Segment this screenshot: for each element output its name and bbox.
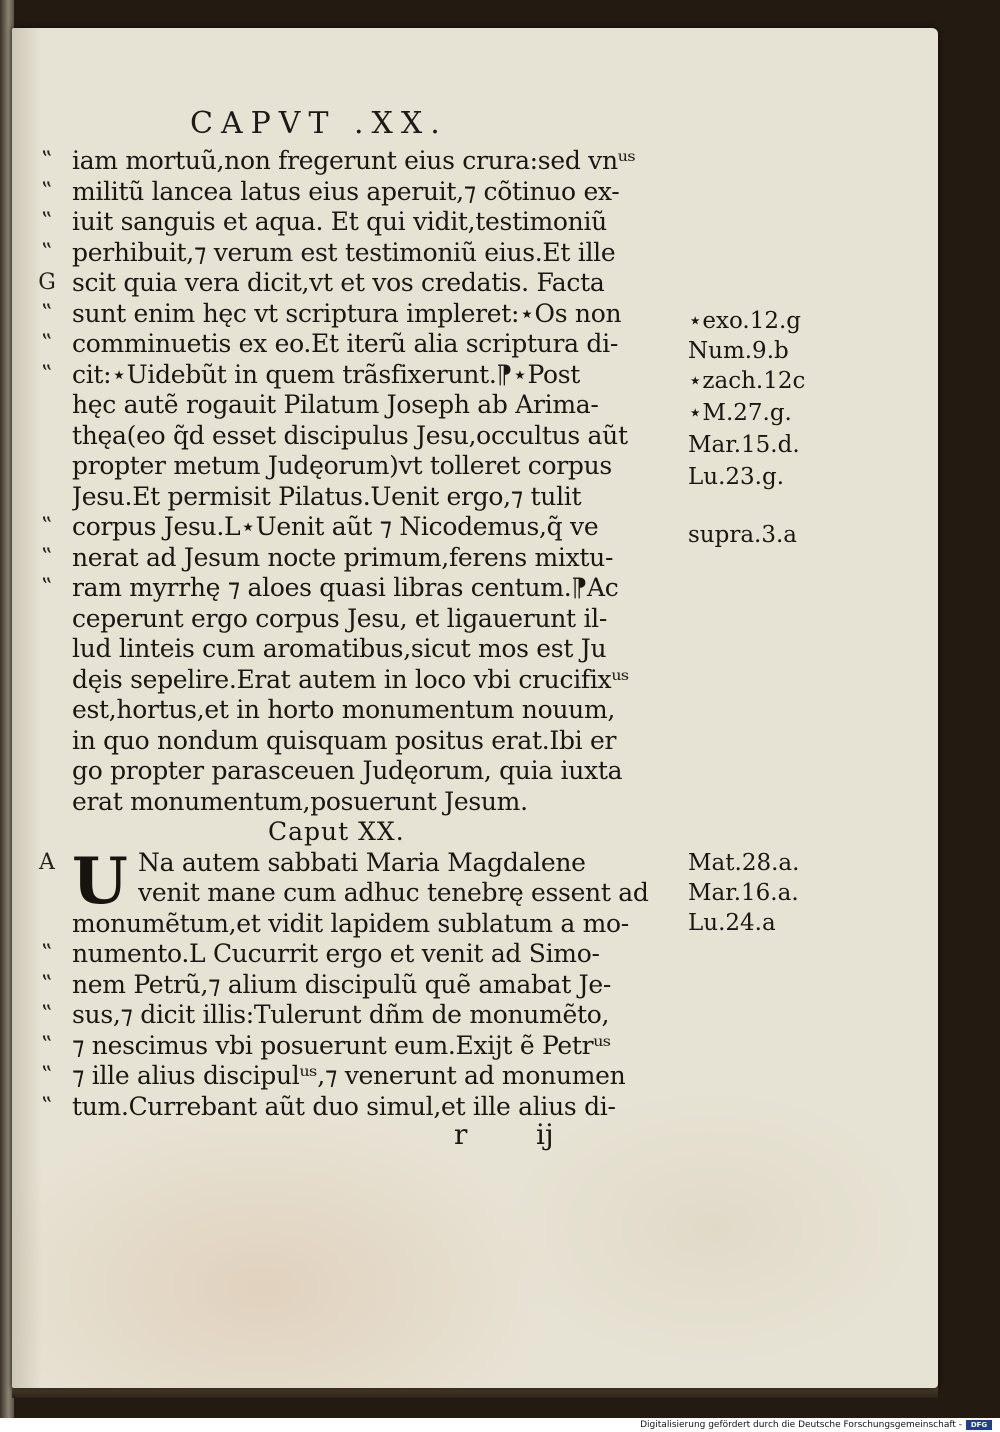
line-marker: G (38, 270, 56, 295)
line-text: erat monumentum,posuerunt Jesum. (72, 786, 528, 816)
text-line (30, 238, 690, 269)
line-text: numento.L Cucurrit ergo et venit ad Simo- (72, 939, 600, 968)
line-marker: ‟ (41, 514, 53, 539)
text-line (30, 848, 690, 879)
text-line (30, 299, 690, 330)
footer-credit: Digitalisierung gefördert durch die Deutsche Forschungsgemeinschaft - (640, 1420, 962, 1430)
line-text: comminuetis ex eo.Et iterũ alia scriptura di- (72, 329, 618, 358)
text-line (30, 604, 690, 635)
line-marker: ‟ (41, 575, 53, 600)
signature-letter: r (454, 1118, 468, 1151)
text-line (30, 878, 690, 909)
text-line (30, 207, 690, 238)
text-line (30, 329, 690, 360)
line-text: dęis sepelire.Erat autem in loco vbi crucifixᵘˢ (72, 664, 630, 694)
chapter-heading-line (30, 817, 690, 848)
line-marker: ‟ (41, 1093, 53, 1119)
text-line (30, 421, 690, 452)
margin-note: ⋆M.27.g. (688, 400, 792, 426)
drop-cap-initial: U (72, 843, 128, 919)
line-marker: ‟ (41, 331, 53, 356)
text-line (30, 787, 690, 818)
line-text: ⁊ ille alius discipulᵘˢ,⁊ venerunt ad monumen (72, 1061, 626, 1090)
text-line (30, 360, 690, 391)
line-marker: ‟ (41, 361, 53, 387)
line-marker: ‟ (41, 544, 53, 570)
margin-note: Mar.16.a. (688, 880, 799, 906)
margin-note: ⋆zach.12c (688, 368, 806, 394)
text-line (30, 268, 690, 299)
line-text: sus,⁊ dicit illis:Tulerunt dñm de monumẽto, (72, 1000, 610, 1029)
text-line (30, 1092, 690, 1123)
text-line (30, 482, 690, 513)
text-line (30, 177, 690, 208)
line-text: venit mane cum adhuc tenebrę essent ad (138, 878, 649, 907)
line-marker: ‟ (41, 1063, 53, 1088)
text-line (30, 573, 690, 604)
text-line (30, 970, 690, 1001)
text-line (30, 543, 690, 574)
text-line (30, 726, 690, 757)
text-line (30, 756, 690, 787)
text-line (30, 146, 690, 177)
line-text: corpus Jesu.L⋆Uenit aũt ⁊ Nicodemus,q̃ ve (72, 512, 599, 541)
line-text: scit quia vera dicit,vt et vos credatis. Facta (72, 268, 605, 297)
line-text: militũ lancea latus eius aperuit,⁊ cõtinuo ex- (72, 176, 620, 206)
line-text: cit:⋆Uidebũt in quem trãsfixerunt.⁋⋆Post (72, 359, 580, 389)
line-text: ram myrrhę ⁊ aloes quasi libras centum.⁋Ac (72, 573, 619, 602)
running-head: CAPVT .XX. (190, 106, 448, 141)
line-text: monumẽtum,et vidit lapidem sublatum a mo- (72, 908, 629, 938)
text-line (30, 909, 690, 940)
line-text: propter metum Judęorum)vt tolleret corpus (72, 451, 612, 480)
line-marker: A (39, 849, 55, 875)
line-text: iuit sanguis et aqua. Et qui vidit,testimoniũ (72, 207, 607, 236)
line-marker: ‟ (41, 148, 53, 173)
line-text: nem Petrũ,⁊ alium discipulũ quẽ amabat Je- (72, 969, 612, 999)
text-line (30, 665, 690, 696)
margin-note: Num.9.b (688, 338, 789, 364)
line-text: ceperunt ergo corpus Jesu, et ligauerunt il- (72, 603, 607, 633)
line-text: perhibuit,⁊ verum est testimoniũ eius.Et ille (72, 237, 616, 267)
margin-note: Lu.23.g. (688, 464, 785, 490)
text-line (30, 390, 690, 421)
margin-note: ⋆exo.12.g (688, 308, 802, 334)
text-line (30, 1000, 690, 1031)
line-text: Na autem sabbati Maria Magdalene (138, 847, 586, 877)
text-line (30, 512, 690, 543)
line-marker: ‟ (41, 209, 53, 234)
line-marker: ‟ (41, 941, 53, 966)
line-marker: ‟ (41, 300, 53, 326)
line-marker: ‟ (41, 178, 53, 204)
margin-note: Mar.15.d. (688, 432, 800, 458)
text-line (30, 634, 690, 665)
text-line (30, 1031, 690, 1062)
footer-bar (0, 1418, 1000, 1432)
line-marker: ‟ (41, 239, 53, 265)
line-text: Jesu.Et permisit Pilatus.Uenit ergo,⁊ tulit (72, 481, 582, 511)
line-text: go propter parasceuen Judęorum, quia iuxta (72, 756, 623, 785)
text-line (30, 695, 690, 726)
line-text: in quo nondum quisquam positus erat.Ibi er (72, 725, 617, 755)
line-text: nerat ad Jesum nocte primum,ferens mixtu- (72, 542, 614, 572)
line-text: thęa(eo q̃d esset discipulus Jesu,occultus aũt (72, 420, 628, 450)
text-line (30, 451, 690, 482)
margin-note: Lu.24.a (688, 910, 776, 936)
line-text: hęc autẽ rogauit Pilatum Joseph ab Arima- (72, 390, 599, 419)
text-lines-top (30, 146, 690, 817)
line-text: iam mortuũ,non fregerunt eius crura:sed vnᵘˢ (72, 146, 636, 175)
line-text: tum.Currebant aũt duo simul,et ille alius di- (72, 1091, 616, 1121)
text-line (30, 1061, 690, 1092)
line-text: lud linteis cum aromatibus,sicut mos est Ju (72, 634, 607, 663)
margin-note: Mat.28.a. (688, 850, 800, 876)
dfg-logo: DFG (966, 1420, 992, 1430)
signature-number: ij (536, 1118, 554, 1151)
line-marker: ‟ (41, 1002, 53, 1027)
line-marker: ‟ (41, 971, 53, 997)
line-marker: ‟ (41, 1032, 53, 1058)
line-text: est,hortus,et in horto monumentum nouum, (72, 695, 615, 724)
main-text-block (30, 146, 690, 1122)
margin-note: supra.3.a (688, 522, 798, 548)
line-text: sunt enim hęc vt scriptura impleret:⋆Os non (72, 298, 622, 328)
text-line (30, 939, 690, 970)
signature-mark (440, 1118, 580, 1154)
text-lines-chapter (30, 843, 690, 1123)
chapter-heading: Caput XX. (268, 817, 405, 846)
line-text: ⁊ nescimus vbi posuerunt eum.Exijt ẽ Petrᵘˢ (72, 1030, 612, 1060)
